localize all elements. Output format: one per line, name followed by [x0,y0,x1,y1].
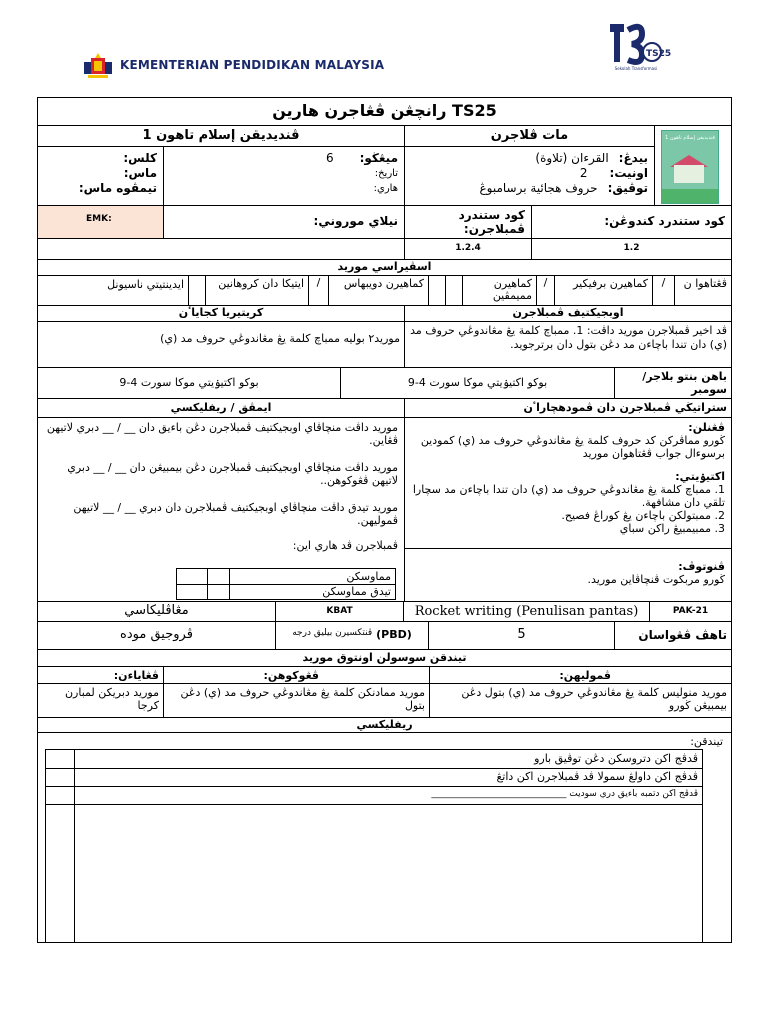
pbd-text: ڤنتكسيرن بيليق درجه [292,628,373,638]
aspiration-box-4 [428,276,445,305]
objective-text: ڤد اخير ڤمبلاجرن موريد داڤت: 1. ممباچ كلمة يڠ مڠاندوڠي حروف مد (ي) دان تندا باچاءن مد دڠن بتول دان برترجويد. [404,322,731,367]
pbd-label: (PBD) [376,628,412,641]
assessment-method: ڤروجيق موده [120,627,193,642]
content-standard-value: 1.2 [531,239,731,259]
closure-block [408,560,725,586]
success-criteria-title: كريتيريا كجاياٴن [178,306,264,319]
subject-label: مات ڤلاجرن [404,126,654,146]
ts25-logo [608,22,672,76]
standards-row [38,206,731,239]
aspiration-sep-3: / [536,276,554,305]
strategy-title-row [38,399,731,418]
activity-3: 3. ممبيمبيڠ راكن سباي [619,522,725,535]
materials-row [38,368,731,399]
impact-p1: موريد داڤت منچاڤاي اوبجيكتيف ڤمبلاجرن دڠن باءيق دان __ / __ دبري لاتيهن ڤڠاين. [46,421,398,447]
enrichment-label: ڤڠاياءن: [113,669,159,682]
reinforcement-label: ڤڠوكوهن: [163,667,429,683]
objective-content-row [38,322,731,368]
impact-p2: موريد داڤت منچاڤاي اوبجيكتيف ڤمبلاجرن دڠن بيمبيڠن دان __ / __ دبري لاتيهن ڤڠوكوهن.. [67,461,398,487]
reinforcement-text: موريد ممادنكن كلمة يڠ مڠاندوڠي حروف مد (ي) دڠن بتول [163,684,429,717]
pak21-row [38,602,731,622]
mastery-level-value: 5 [428,622,614,649]
followup-content-row [38,684,731,718]
area-label: بيدڠ: [618,151,648,165]
followup-title: تيندقن سوسولن اونتوق موريد [302,651,467,664]
enrichment-text: موريد دبريكن لمبارن كرجا [64,686,159,712]
aspiration-box-6 [188,276,205,305]
aspiration-item-4: كماهيرن دويبهاس [328,276,428,305]
reflection-line-2: ڤدڤج اكن داولڠ سمولا ڤد ڤمبلاجرن اكن داتڠ [496,770,698,783]
success-criteria-text: موريد٢ بوليه ممباچ كلمة يڠ مڠاندوڠي حروف مد (ي) [160,332,400,345]
kbat-value: مڠاڤليكاسي [124,603,189,618]
week-date-cell [163,147,404,205]
area-value: القرءان (تلاوة) [535,151,609,165]
reflection-table [45,749,703,942]
closure-text: ڬورو مربكوت ڤنچاڤاين موريد. [587,573,725,586]
learning-standard-value: 1.2.4 [404,239,531,259]
subject-name: ڤنديديقن إسلام تاهون 1 [142,128,300,143]
subject-row [38,126,731,147]
info-row [38,147,731,206]
objective-title-row [38,306,731,322]
reflection-action-label: تيندقن: [690,735,723,748]
topic-value: حروف هجائية برسامبوڠ [479,181,598,195]
class-time-cell [38,147,163,205]
topic-cell [404,147,654,205]
ts25-logo-tagline: Sekolah Transformasi [614,66,658,71]
aspiration-item-6: ايدينتيتي ناسيونل [107,278,184,291]
aspiration-title-row [38,260,731,276]
ts25-logo-icon [608,22,672,66]
topic-label: توڤيق: [607,181,648,195]
week-value: 6 [325,151,334,165]
book-cover-cell [654,126,731,206]
impact-title: ايمڤق / ريفليكسي [170,401,272,414]
unit-label: اونيت: [609,166,648,180]
book-cover-image [661,130,719,204]
content-standard-label: كود ستندرد كندوڠن: [531,206,731,238]
materials-label: باهن بنتو بلاجر/ سومبر [614,368,731,398]
closure-label: ڤنوتوڤ: [678,560,725,573]
aspiration-item-3: كماهيرن مميمڤين [462,276,536,305]
followup-title-row [38,650,731,667]
strategy-content-row [38,418,731,602]
objective-title: اوبجيكتيف ڤمبلاجرن [404,306,731,321]
not-achieved-option: تيدق مماوسكن [322,585,391,598]
day-label: هاري: [373,183,398,194]
reflection-line-1: ڤدڤج اكن دتروسكن دڠن توڤيق بارو [534,752,698,765]
aspiration-sep-5: / [308,276,328,305]
reflection-line-3: ڤدڤج اكن دتمبه باءيق دري سوديت ______________________________ [431,789,698,799]
page-header [0,0,768,95]
aspiration-item-2: كماهيرن برفيكير [554,276,652,305]
aspiration-item-5: ايتيكا دان كروهانين [205,276,308,305]
date-label: تاريخ: [374,168,398,179]
assessment-row [38,622,731,650]
title-row [38,98,731,126]
aspiration-box-4b [445,276,462,305]
activity-1: 1. ممباچ كلمة يڠ مڠاندوڠي حروف مد (ي) دان تندا باچاءن مد سچارا تلقي دان مشافهة. [412,483,725,509]
achievement-table [176,568,396,600]
remedial-text: موريد منوليس كلمة يڠ مڠاندوڠي حروف مد (ي) بتول دڠن بيمبيڠن ڬورو [429,684,731,717]
book-cover-title: ڤنديديقن إسلام تاهون 1 [665,135,715,141]
malaysia-crest-icon [82,52,114,80]
standards-value-blank [38,239,404,259]
week-label: ميڠڬو: [359,151,398,165]
ts25-logo-number: TS25 [646,49,672,59]
materials-value-2: بوكو اكتيۏيتي موكا سورت 4-9 [119,376,259,389]
standards-value-row [38,239,731,260]
impact-pdp-label: ڤمبلاجرن ڤد هاري اين: [292,539,398,552]
materials-value-1: بوكو اكتيۏيتي موكا سورت 4-9 [340,368,614,398]
time-label: ماس: [123,166,157,180]
learning-standard-label: كود ستندرد ڤمبلاجرن: [404,206,531,238]
induction-label: ڤڠنلن: [688,421,725,434]
duration-label: تيمڤوه ماس: [78,181,157,195]
ministry-name: KEMENTERIAN PENDIDIKAN MALAYSIA [120,58,385,72]
pbd-cell [275,622,428,649]
induction-text: ڬورو مماڤركن كد حروف كلمة يڠ مڠاندوڠي حروف مد (ي) كمودين برسوءال جواب ڤڠتاهوان موريد [420,434,725,460]
aspiration-sep-2: / [652,276,674,305]
reflection-title-row [38,718,731,733]
lesson-plan-form [37,97,732,943]
followup-labels-row [38,667,731,684]
remedial-label: ڤموليهن: [429,667,731,683]
activity-label: اكتيۏيتي: [675,470,725,483]
strategy-title: ستراتيڬي ڤمبلاجرن دان ڤمودهچاراٴن [404,399,731,417]
emk-label: EMK: [38,206,163,238]
values-label: نيلاي موروني: [163,206,404,238]
class-label: كلس: [123,151,157,165]
kbat-label: KBAT [275,602,403,621]
reflection-title: ريفليكسي [356,718,413,731]
pak21-value: Rocket writing (Penulisan pantas) [403,602,649,621]
achieved-option: مماوسكن [346,570,391,583]
form-title: رانچڠن ڤڠاجرن هارين TS25 [272,101,497,120]
aspiration-items-row [38,276,731,306]
unit-value: 2 [579,166,588,180]
impact-p3: موريد تيدق داڤت منچاڤاي اوبجيكتيف ڤمبلاجرن دان دبري __ / __ لاتيهن ڤموليهن. [73,501,398,527]
reflection-body [38,733,731,942]
aspiration-title: اسڤيراسي موريد [337,260,432,273]
pak21-label: PAK-21 [649,602,731,621]
activity-2: 2. ممبتولكن باچاءن يڠ كوراڠ فصيح. [561,509,725,522]
mastery-level-label: تاهڤ ڤڠواسان [614,622,731,649]
aspiration-item-1: ڤڠتاهوا ن [674,276,731,305]
